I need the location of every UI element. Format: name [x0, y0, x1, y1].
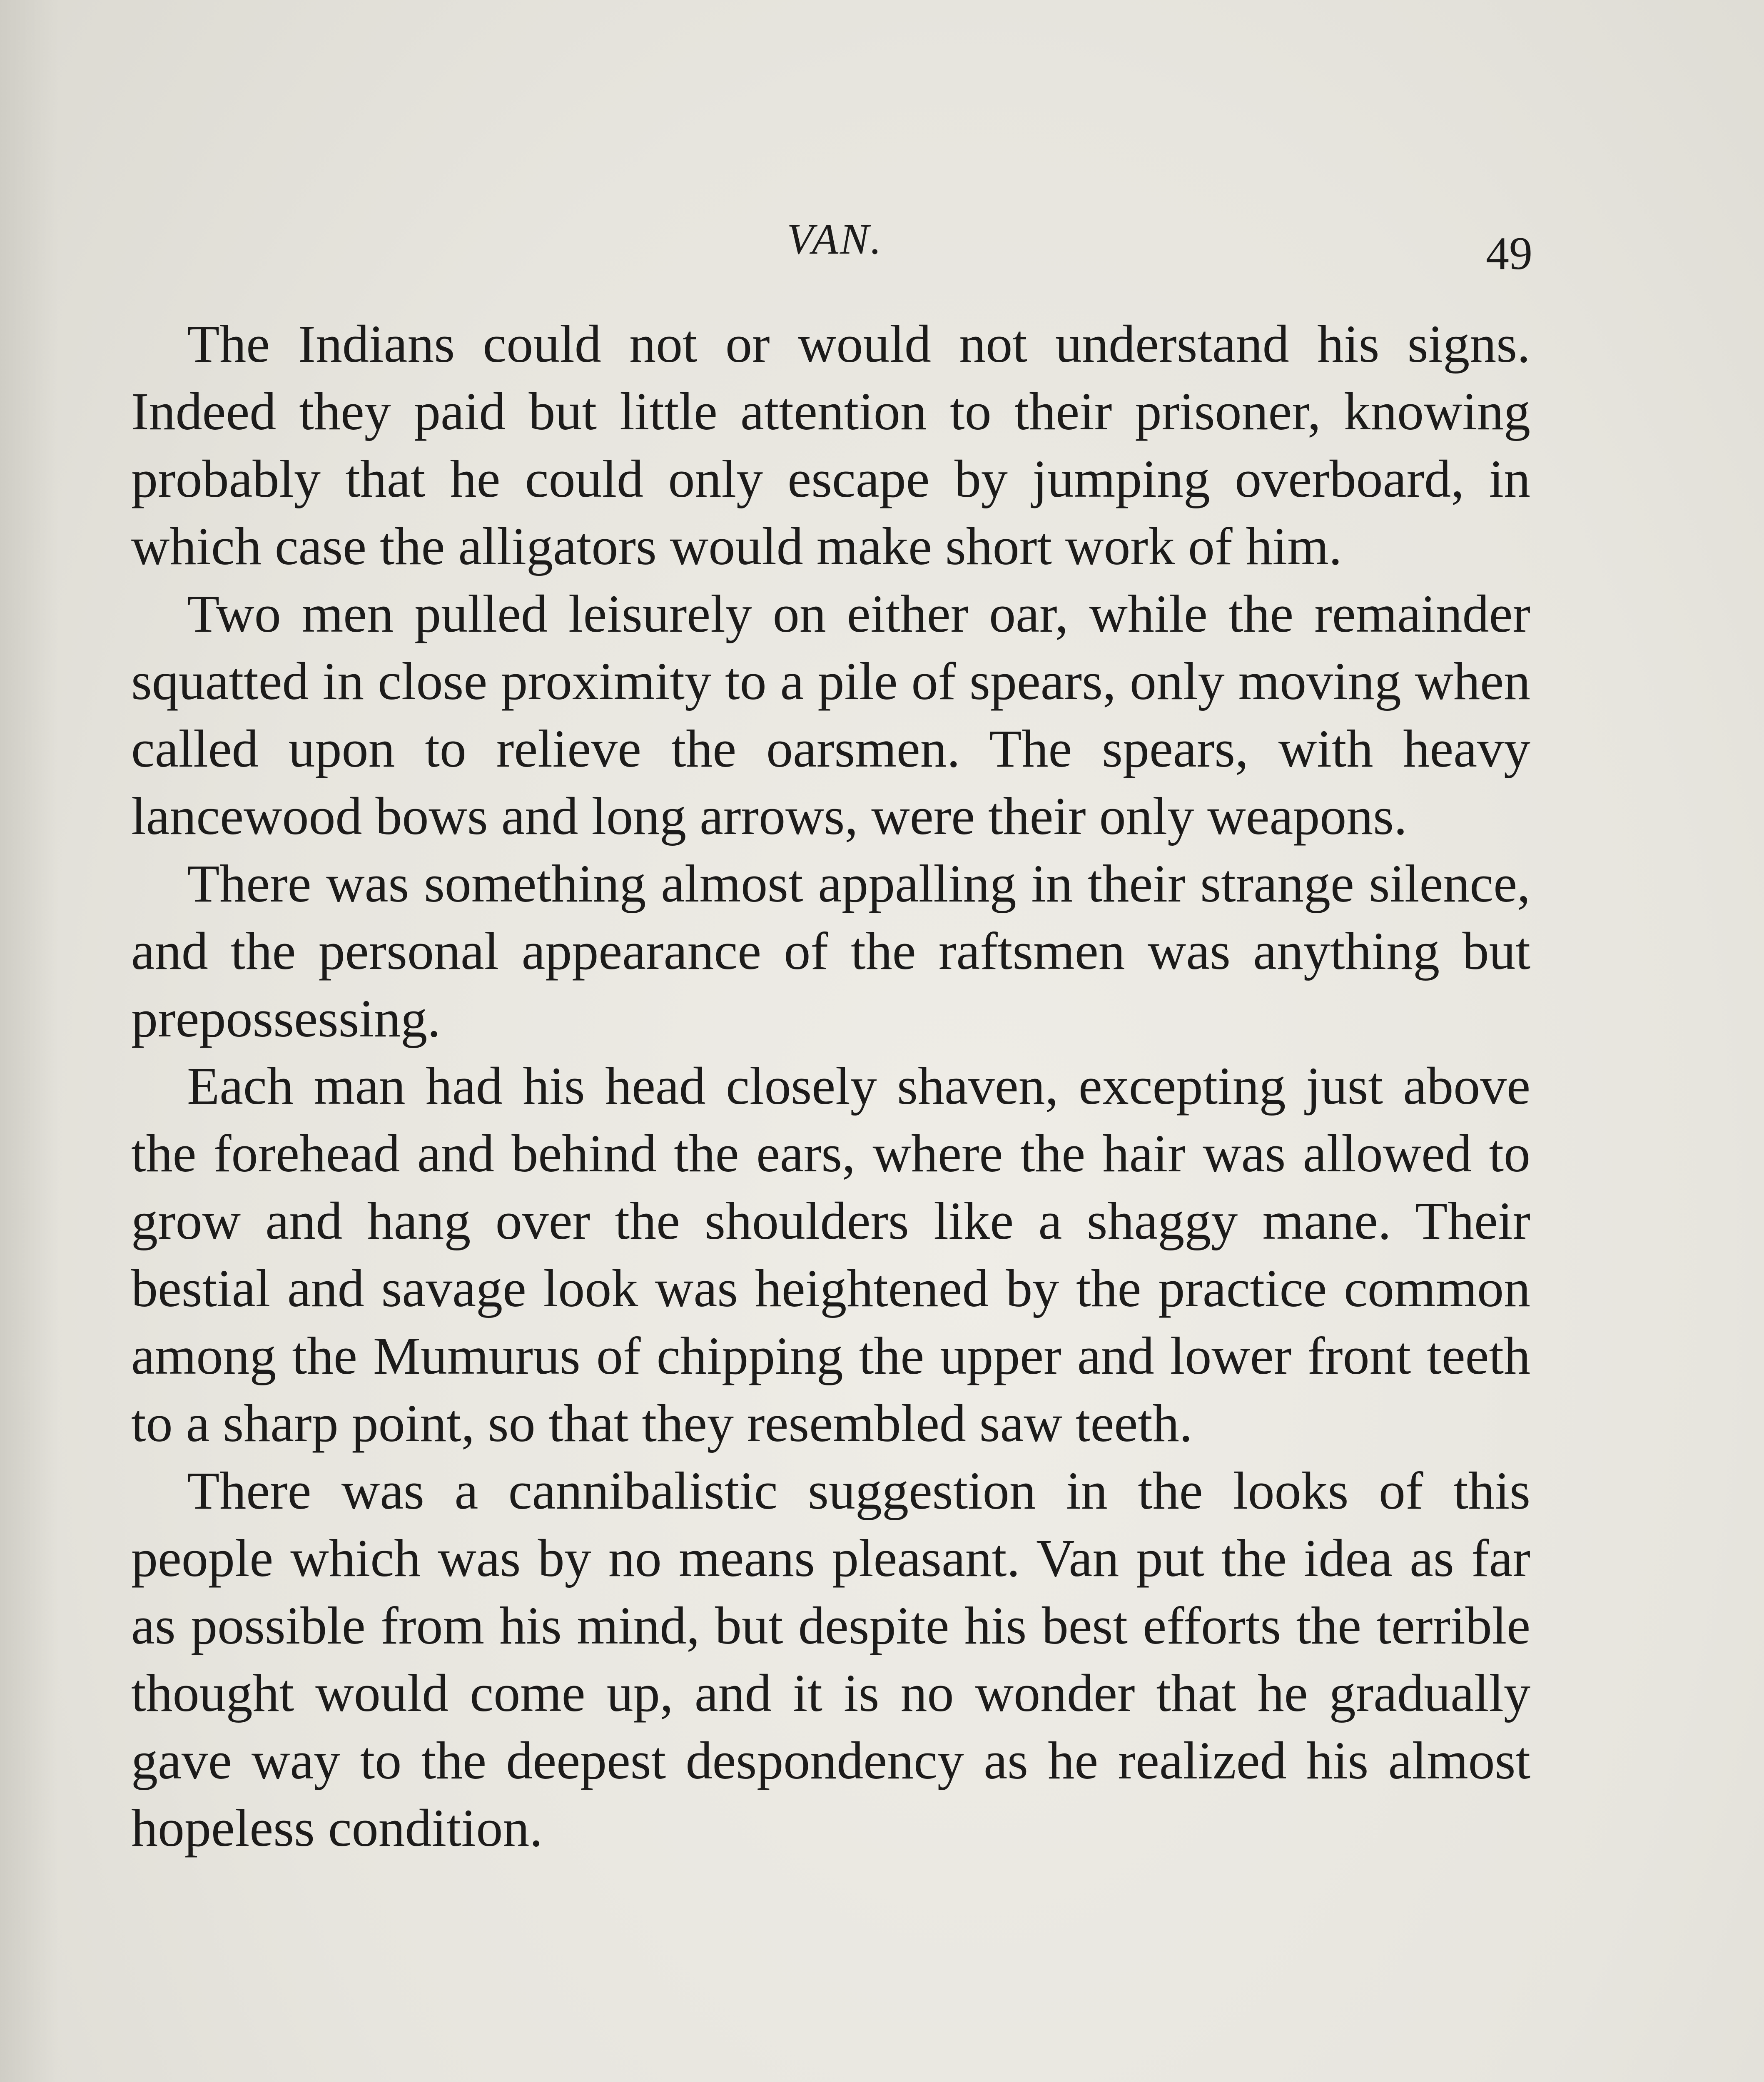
page-number: 49	[1486, 228, 1532, 279]
spine-shadow	[0, 0, 58, 2082]
paragraph-3: There was something almost appalling in their strange silence, and the personal appearance of the raftsmen was anything but prepossessing.	[131, 854, 1530, 1048]
body-text	[131, 310, 1530, 1862]
running-title: VAN.	[787, 215, 883, 263]
paragraph-2: Two men pulled leisurely on either oar, while the remainder squatted in close proximity to a pile of spears, only moving when called upon to relieve the oarsmen. The spears, with heavy lancewood bows and long arrows, were their only weapons.	[131, 584, 1530, 846]
paragraph-4: Each man had his head closely shaven, excepting just above the forehead and behind the ears, where the hair was allowed to grow and hang over the shoulders like a shaggy mane. Their bestial and savage look was heightened by the practice common among the Mumurus of chipping the upper and lower front teeth to a sharp point, so that they resembled saw teeth.	[131, 1056, 1530, 1453]
paragraph-5: There was a cannibalistic suggestion in the looks of this people which was by no means pleasant. Van put the idea as far as possible from his mind, but despite his best efforts the terrible thought would come up, and it is no wonder that he gradually gave way to the deepest despondency as he realized his almost hopeless condition.	[131, 1461, 1530, 1858]
paragraph-1: The Indians could not or would not understand his signs. Indeed they paid but little attention to their prisoner, knowing probably that he could only escape by jumping overboard, in which case the alligators would make short work of him.	[131, 314, 1530, 576]
